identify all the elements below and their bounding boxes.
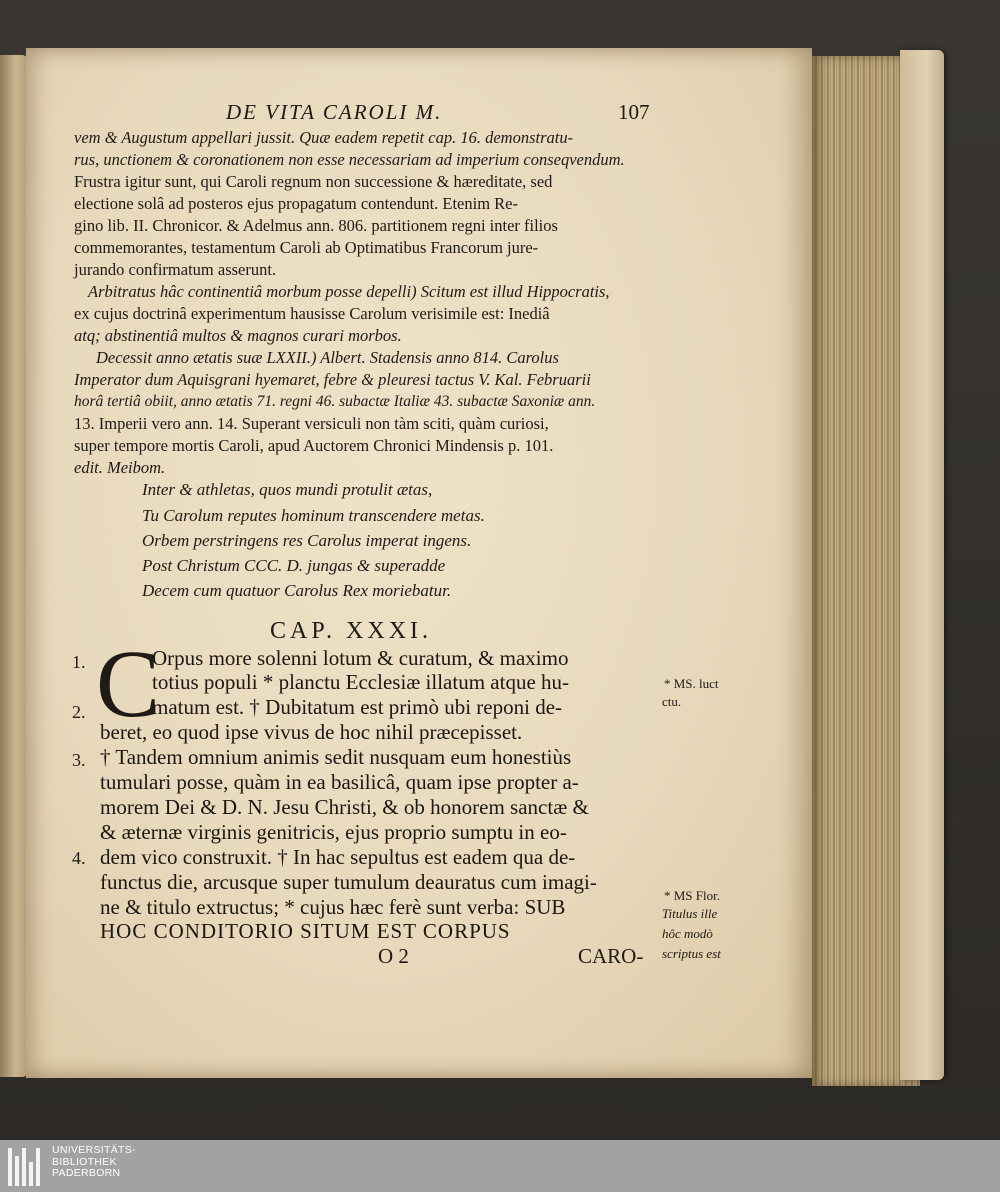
running-title: DE VITA CAROLI M.: [226, 100, 443, 124]
chapter-line: † Tandem omnium animis sedit nusquam eum honestiùs: [100, 745, 572, 769]
library-logo-icon: [8, 1148, 46, 1186]
page-number: 107: [618, 100, 650, 124]
prose-line: gino lib. II. Chronicor. & Adelmus ann. 806. partitionem regni inter filios: [74, 216, 558, 235]
verse-line: Post Christum CCC. D. jungas & superadde: [142, 556, 446, 575]
footer-bar: [0, 1140, 1000, 1192]
catchword: CARO-: [578, 944, 644, 968]
line-number: 2.: [72, 702, 86, 722]
prose-line: atq; abstinentiâ multos & magnos curari morbos.: [74, 326, 402, 345]
chapter-line: morem Dei & D. N. Jesu Christi, & ob honorem sanctæ &: [100, 795, 589, 819]
verse-line: Decem cum quatuor Carolus Rex moriebatur.: [142, 581, 452, 600]
prose-line: ex cujus doctrinâ experimentum hausisse Carolum verisimile est: Inediâ: [74, 304, 550, 323]
chapter-line: HOC CONDITORIO SITUM EST CORPUS: [100, 919, 511, 943]
prose-line: Frustra igitur sunt, qui Caroli regnum non successione & hæreditate, sed: [74, 172, 553, 191]
institution-line: BIBLIOTHEK: [52, 1155, 117, 1168]
chapter-line: & æternæ virginis genitricis, ejus proprio sumptu in eo-: [100, 820, 567, 844]
marginal-note: * MS Flor.: [664, 888, 720, 903]
prose-line: vem & Augustum appellari jussit. Quæ eadem repetit cap. 16. demonstratu-: [74, 128, 574, 147]
chapter-line: dem vico construxit. † In hac sepultus est eadem qua de-: [100, 845, 576, 869]
line-number: 1.: [72, 652, 86, 672]
marginal-note: Titulus ille: [662, 906, 718, 921]
verse-line: Tu Carolum reputes hominum transcendere metas.: [142, 506, 485, 525]
chapter-line: beret, eo quod ipse vivus de hoc nihil præcepisset.: [100, 720, 523, 744]
marginal-note: ctu.: [662, 694, 682, 709]
prose-line: super tempore mortis Caroli, apud Auctorem Chronici Mindensis p. 101.: [74, 436, 554, 455]
chapter-line: tumulari posse, quàm in ea basilicâ, quam ipse propter a-: [100, 770, 579, 794]
verse-line: Inter & athletas, quos mundi protulit ætas,: [142, 480, 433, 499]
signature-mark: O 2: [378, 944, 409, 968]
marginal-note: hôc modò: [662, 926, 713, 941]
drop-cap: C: [96, 630, 161, 737]
prose-line: edit. Meibom.: [74, 458, 166, 477]
institution-line: PADERBORN: [52, 1167, 121, 1179]
chapter-line: Orpus more solenni lotum & curatum, & maximo: [152, 646, 569, 670]
prose-line: electione solâ ad posteros ejus propagatum contendunt. Etenim Re-: [74, 194, 519, 213]
line-number: 3.: [72, 750, 86, 770]
prose-line: Arbitratus hâc continentiâ morbum posse depelli) Scitum est illud Hippocratis,: [88, 282, 610, 301]
prose-line: commemorantes, testamentum Caroli ab Optimatibus Francorum jure-: [74, 238, 539, 257]
institution-name: [52, 1145, 136, 1180]
line-number: 4.: [72, 848, 86, 868]
prose-line: Decessit anno ætatis suæ LXXII.) Albert. Stadensis anno 814. Carolus: [96, 348, 559, 367]
chapter-line: functus die, arcusque super tumulum deauratus cum imagi-: [100, 870, 597, 894]
left-page-edge: [0, 55, 28, 1077]
chapter-line: totius populi * planctu Ecclesiæ illatum atque hu-: [152, 670, 570, 694]
chapter-line: matum est. † Dubitatum est primò ubi reponi de-: [152, 695, 563, 719]
prose-line: horâ tertiâ obiit, anno ætatis 71. regni 46. subactæ Italiæ 43. subactæ Saxoniæ ann.: [74, 393, 596, 410]
prose-line: jurando confirmatum asserunt.: [74, 260, 277, 279]
prose-line: 13. Imperii vero ann. 14. Superant versiculi non tàm sciti, quàm curiosi,: [74, 414, 549, 433]
verse-line: Orbem perstringens res Carolus imperat ingens.: [142, 531, 472, 550]
book-cover-edge: [900, 50, 944, 1080]
prose-line: Imperator dum Aquisgrani hyemaret, febre & pleuresi tactus V. Kal. Februarii: [74, 370, 591, 389]
institution-line: UNIVERSITÄTS-: [52, 1144, 136, 1156]
marginal-note: scriptus est: [662, 946, 721, 961]
prose-line: rus, unctionem & coronationem non esse necessariam ad imperium conseqvendum.: [74, 150, 625, 169]
book-page: [26, 48, 812, 1078]
marginal-note: * MS. luct: [664, 676, 719, 691]
chapter-line: ne & titulo extructus; * cujus hæc ferè sunt verba: SUB: [100, 895, 566, 919]
chapter-heading: CAP. XXXI.: [270, 618, 433, 644]
